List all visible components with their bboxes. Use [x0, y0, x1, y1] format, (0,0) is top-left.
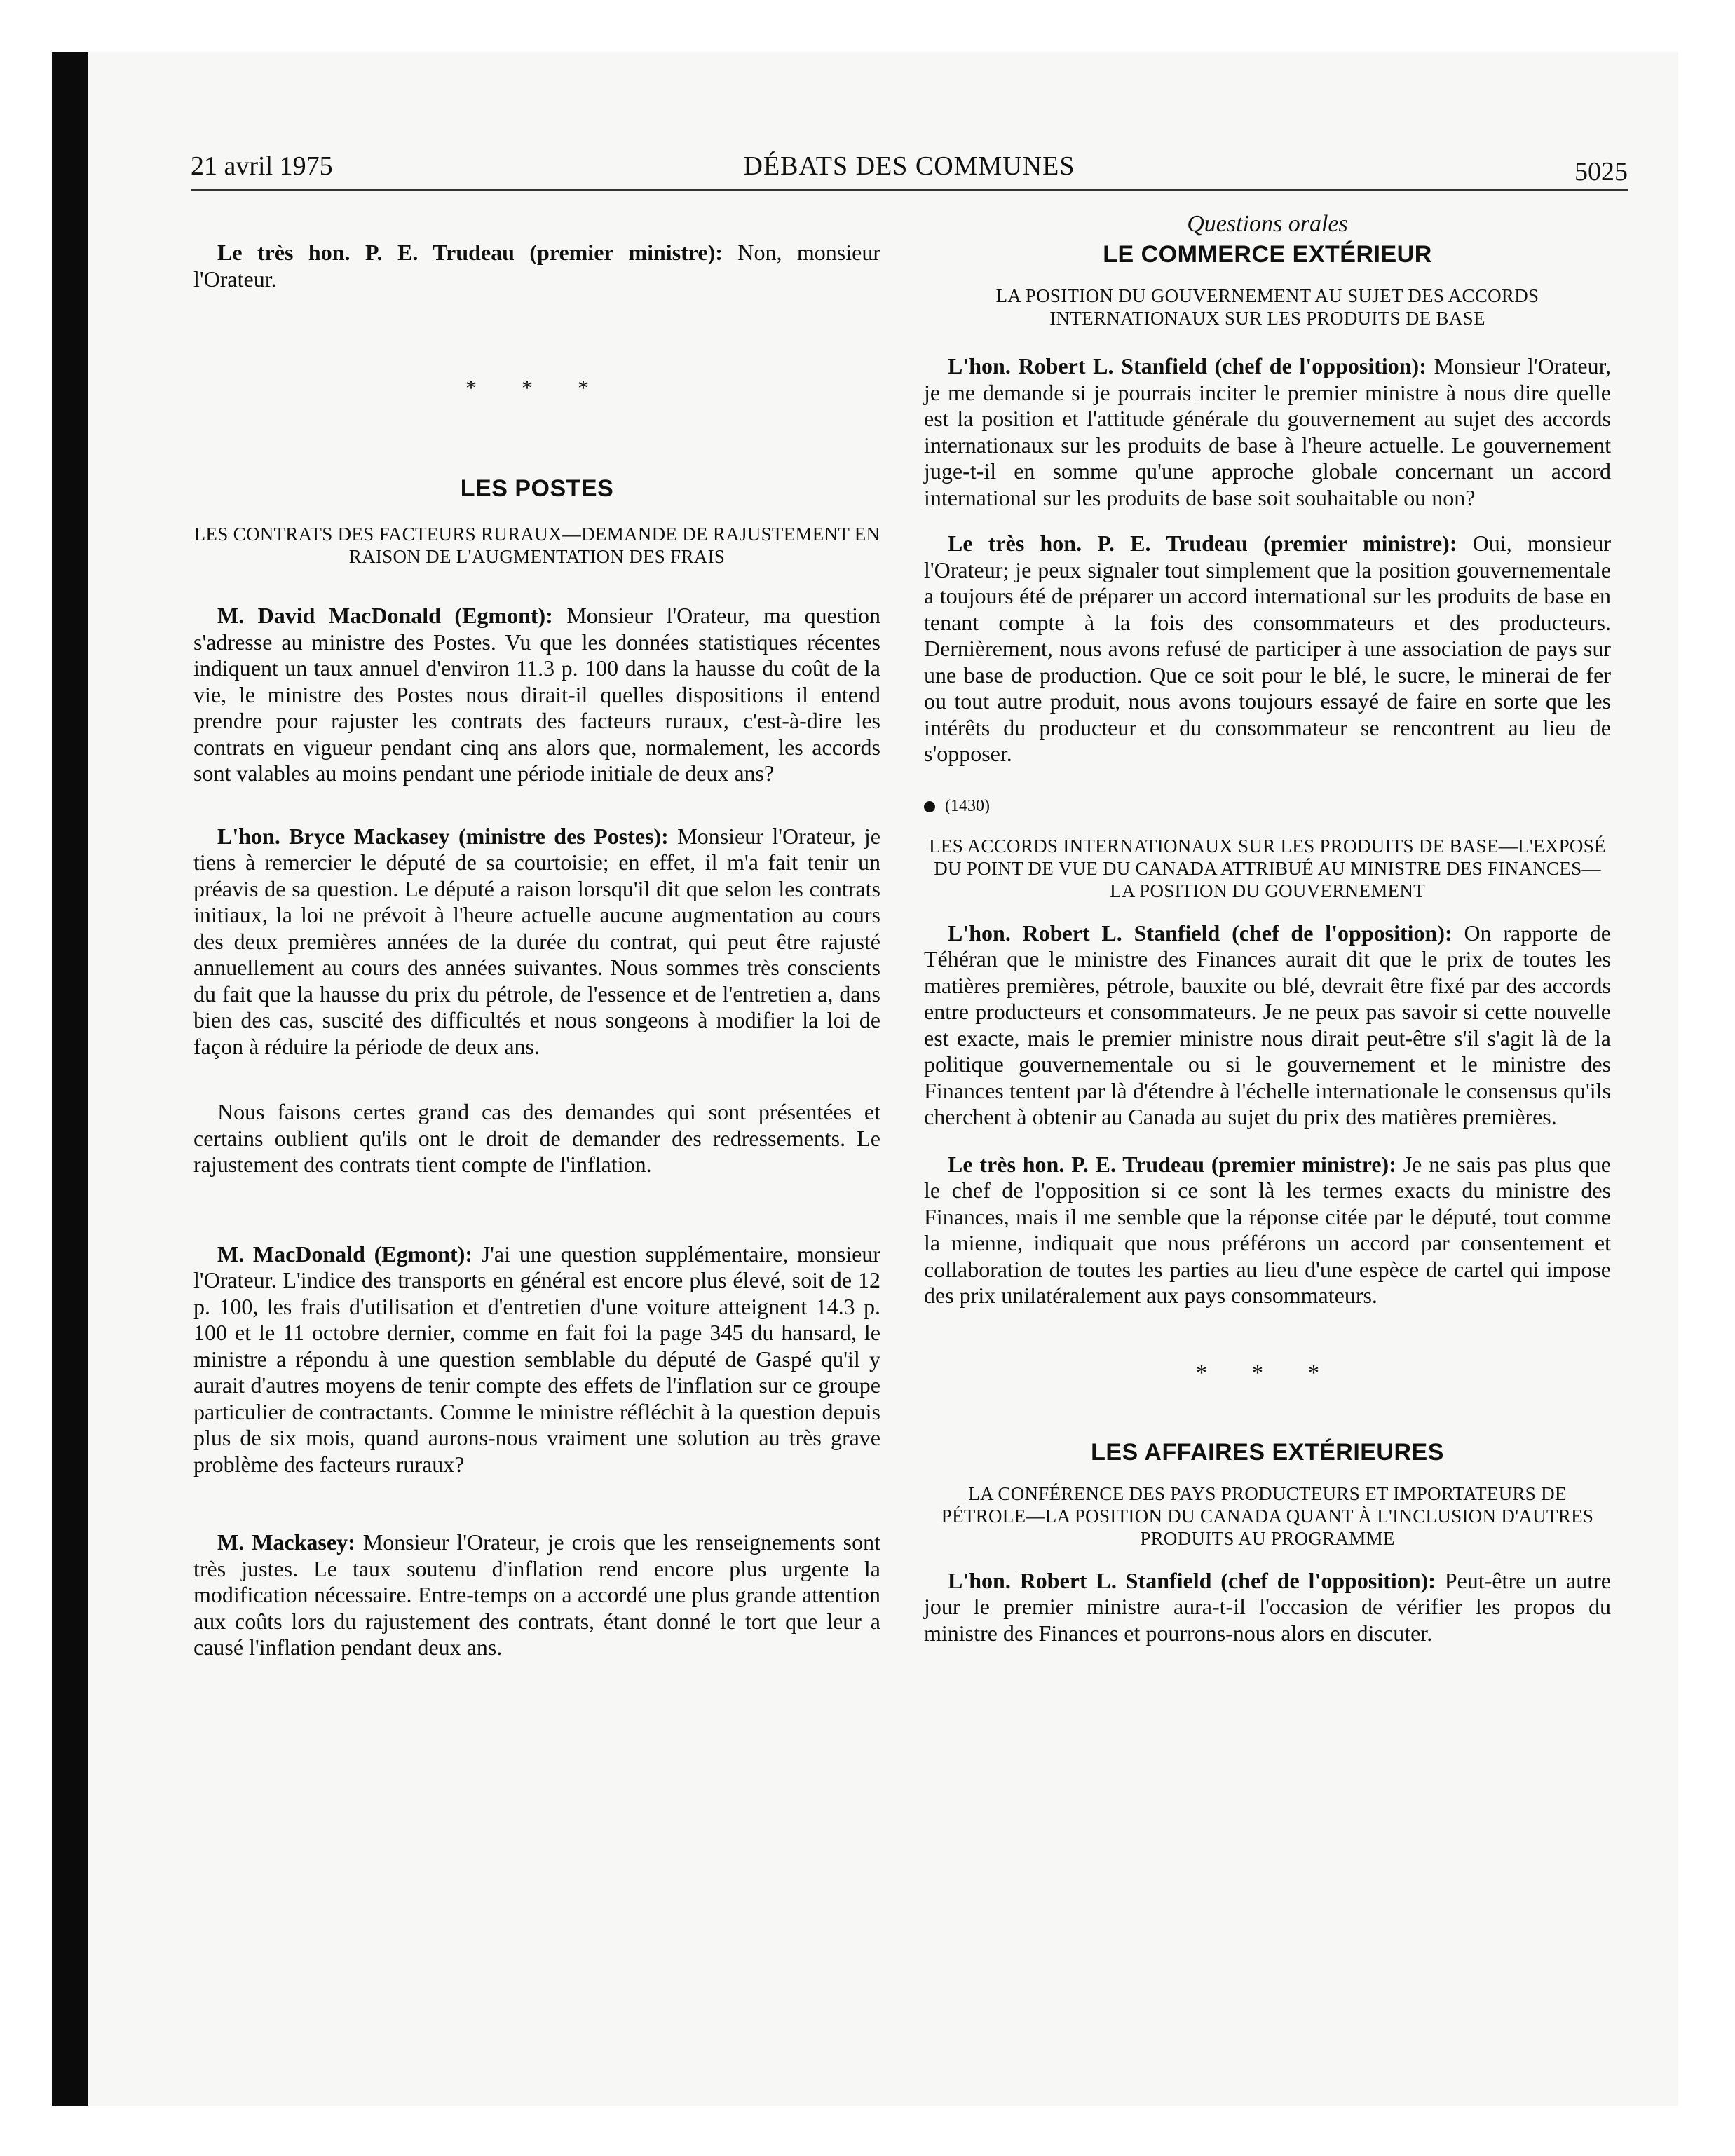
speech-text: Monsieur l'Orateur, je me demande si je pourrais inciter le premier ministre à nous dire quelle est la position et l'attitude générale du gouvernement au sujet des accords internationaux sur les produits de base à l'heure actuelle. Le gouvernement juge-t-il en somme qu'une approche globale concernant un accord international sur les produits de base soit souhaitable ou non? [924, 353, 1612, 510]
speaker-label: M. Mackasey: [217, 1529, 355, 1555]
section-separator: * * * [465, 375, 608, 400]
rubric-questions-orales: Questions orales [1187, 211, 1348, 237]
speaker-label: M. MacDonald (Egmont): [217, 1241, 473, 1267]
speech-macdonald-1 [193, 603, 880, 787]
page-number: 5025 [1574, 157, 1628, 186]
speech-trudeau-oui [924, 531, 1611, 767]
time-marker [924, 796, 1611, 817]
speaker-label: L'hon. Bryce Mackasey (ministre des Postes): [217, 823, 669, 849]
running-head-date: 21 avril 1975 [191, 151, 333, 181]
speaker-label: L'hon. Robert L. Stanfield (chef de l'opposition): [948, 353, 1427, 378]
speech-text: Peut-être un autre jour le premier ministre aura-t-il l'occasion de vérifier les propos du ministre des Finances et pourrons-nous alors en discuter. [924, 1567, 1612, 1646]
speech-trudeau-non [193, 240, 880, 292]
speech-mackasey-2: Nous faisons certes grand cas des demandes qui sont présentées et certains oublient qu'ils ont le droit de demander des redressements. Le rajustement des contrats tient compte de l'inflation. [193, 1099, 880, 1177]
section-heading-commerce: LE COMMERCE EXTÉRIEUR [1103, 241, 1432, 268]
speech-stanfield-2 [924, 920, 1611, 1131]
time-marker-text: (1430) [945, 796, 990, 815]
binding-edge [52, 52, 88, 2106]
speech-text: Non, monsieur l'Orateur. [193, 240, 881, 292]
speech-text: Monsieur l'Orateur, ma question s'adresse au ministre des Postes. Vu que les données statistiques récentes indiquent un taux annuel d'environ 11.3 p. 100 dans la hausse du coût de la vie, le ministre des Postes nous dirait-il quelles dispositions il entend prendre pour rajuster les contrats des facteurs ruraux, c'est-à-dire les contrats en vigueur pendant cinq ans alors que, normalement, les accords sont valables au moins pendant une période initiale de deux ans? [193, 603, 881, 786]
speech-mackasey-3 [193, 1529, 880, 1661]
speaker-label: M. David MacDonald (Egmont): [217, 603, 553, 628]
speech-text: J'ai une question supplémentaire, monsieur l'Orateur. L'indice des transports en général est encore plus élevé, soit de 12 p. 100, les frais d'utilisation et d'entretien d'une voiture atteignent 14.3 p. 100 et le 11 octobre dernier, comme en fait foi la page 345 du hansard, le ministre a répondu à une question semblable du député de Gaspé qu'il y aurait d'autres moyens de tenir compte des effets de l'inflation sur ce groupe particulier de contractants. Comme le ministre réfléchit à la question depuis plus de six mois, quand aurons-nous vraiment une solution au très grave problème des facteurs ruraux? [193, 1241, 881, 1477]
running-head [191, 149, 1628, 191]
section-heading-affaires: LES AFFAIRES EXTÉRIEURES [1091, 1438, 1444, 1466]
section-separator: * * * [1196, 1359, 1339, 1385]
speaker-label: Le très hon. P. E. Trudeau (premier ministre): [948, 1151, 1396, 1177]
subheading-expose-canada: LES ACCORDS INTERNATIONAUX SUR LES PRODUITS DE BASE—L'EXPOSÉ DU POINT DE VUE DU CANADA ATTRIBUÉ AU MINISTRE DES FINANCES—LA POSITION DU GOUVERNEMENT [929, 835, 1606, 901]
speech-text: Monsieur l'Orateur, je crois que les renseignements sont très justes. Le taux soutenu d'inflation rend encore plus urgente la modification nécessaire. Entre-temps on a accordé une plus grande attention aux coûts lors du rajustement des contrats, étant donné le tort que leur a causé l'inflation pendant deux ans. [193, 1529, 881, 1660]
subheading-position-accords: LA POSITION DU GOUVERNEMENT AU SUJET DES ACCORDS INTERNATIONAUX SUR LES PRODUITS DE BASE [995, 285, 1539, 329]
subheading-contrats: LES CONTRATS DES FACTEURS RURAUX—DEMANDE DE RAJUSTEMENT EN RAISON DE L'AUGMENTATION DES FRAIS [193, 524, 880, 567]
speech-text: Je ne sais pas plus que le chef de l'opposition si ce sont là les termes exacts du ministre des Finances, mais il me semble que la réponse citée par le député, tout comme la mienne, indiquait que nous préférons un accord par consentement et collaboration de toutes les parties au lieu d'une espèce de cartel qui impose des prix unilatéralement aux pays consommateurs. [924, 1151, 1612, 1308]
right-column [924, 210, 1611, 1646]
speech-text: Oui, monsieur l'Orateur; je peux signaler tout simplement que la position gouvernementale a toujours été de préparer un accord international sur les produits de base en tenant compte à la fois des consommateurs et des producteurs. Dernièrement, nous avons refusé de participer à une association de pays sur une base de production. Que ce soit pour le blé, le sucre, le minerai de fer ou tout autre produit, nous avons toujours essayé de faire en sorte que les intérêts du producteur et du consommateur se rencontrent au lieu de s'opposer. [924, 531, 1611, 766]
speech-text: On rapporte de Téhéran que le ministre des Finances aurait dit que le prix de toutes les matières premières, pétrole, bauxite ou blé, devrait être fixé par des accords entre producteurs et consommateurs. Je ne peux pas savoir si cette nouvelle est exacte, mais le premier ministre nous dirait peut-être s'il s'agit là de la politique gouvernementale ou si le gouvernement et le ministre des Finances tentent par là d'étendre à l'échelle internationale le consensus qu'ils cherchent à obtenir au Canada au sujet du prix des matières premières. [924, 920, 1612, 1129]
speech-mackasey-1 [193, 824, 880, 1060]
section-heading-postes: LES POSTES [460, 475, 614, 502]
running-head-title: DÉBATS DES COMMUNES [743, 151, 1075, 181]
subheading-conference: LA CONFÉRENCE DES PAYS PRODUCTEURS ET IMPORTATEURS DE PÉTROLE—LA POSITION DU CANADA QUANT À L'INCLUSION D'AUTRES PRODUITS AU PROGRAMME [941, 1482, 1594, 1549]
speech-trudeau-2 [924, 1152, 1611, 1309]
speaker-label: Le très hon. P. E. Trudeau (premier ministre): [948, 531, 1457, 556]
speaker-label: Le très hon. P. E. Trudeau (premier ministre): [217, 240, 723, 265]
speaker-label: L'hon. Robert L. Stanfield (chef de l'opposition): [948, 920, 1452, 946]
speech-stanfield-1 [924, 353, 1611, 511]
bullet-icon [924, 801, 935, 812]
speech-stanfield-3 [924, 1568, 1611, 1647]
speech-macdonald-2 [193, 1241, 880, 1478]
speech-text: Monsieur l'Orateur, je tiens à remercier le député de sa courtoisie; en effet, il m'a fait tenir un préavis de sa question. Le député a raison lorsqu'il dit que selon les contrats initiaux, la loi ne prévoit à l'heure actuelle aucune augmentation au cours des deux premières années de la durée du contrat, qui peut être rajusté annuellement au cours des années suivantes. Nous sommes très conscients du fait que la hausse du prix du pétrole, de l'essence et de l'entretien a, dans bien des cas, suscité des difficultés et nous songeons à modifier la loi de façon à réduire la période de deux ans. [193, 823, 881, 1059]
speaker-label: L'hon. Robert L. Stanfield (chef de l'opposition): [948, 1567, 1436, 1593]
left-column [193, 210, 880, 1661]
